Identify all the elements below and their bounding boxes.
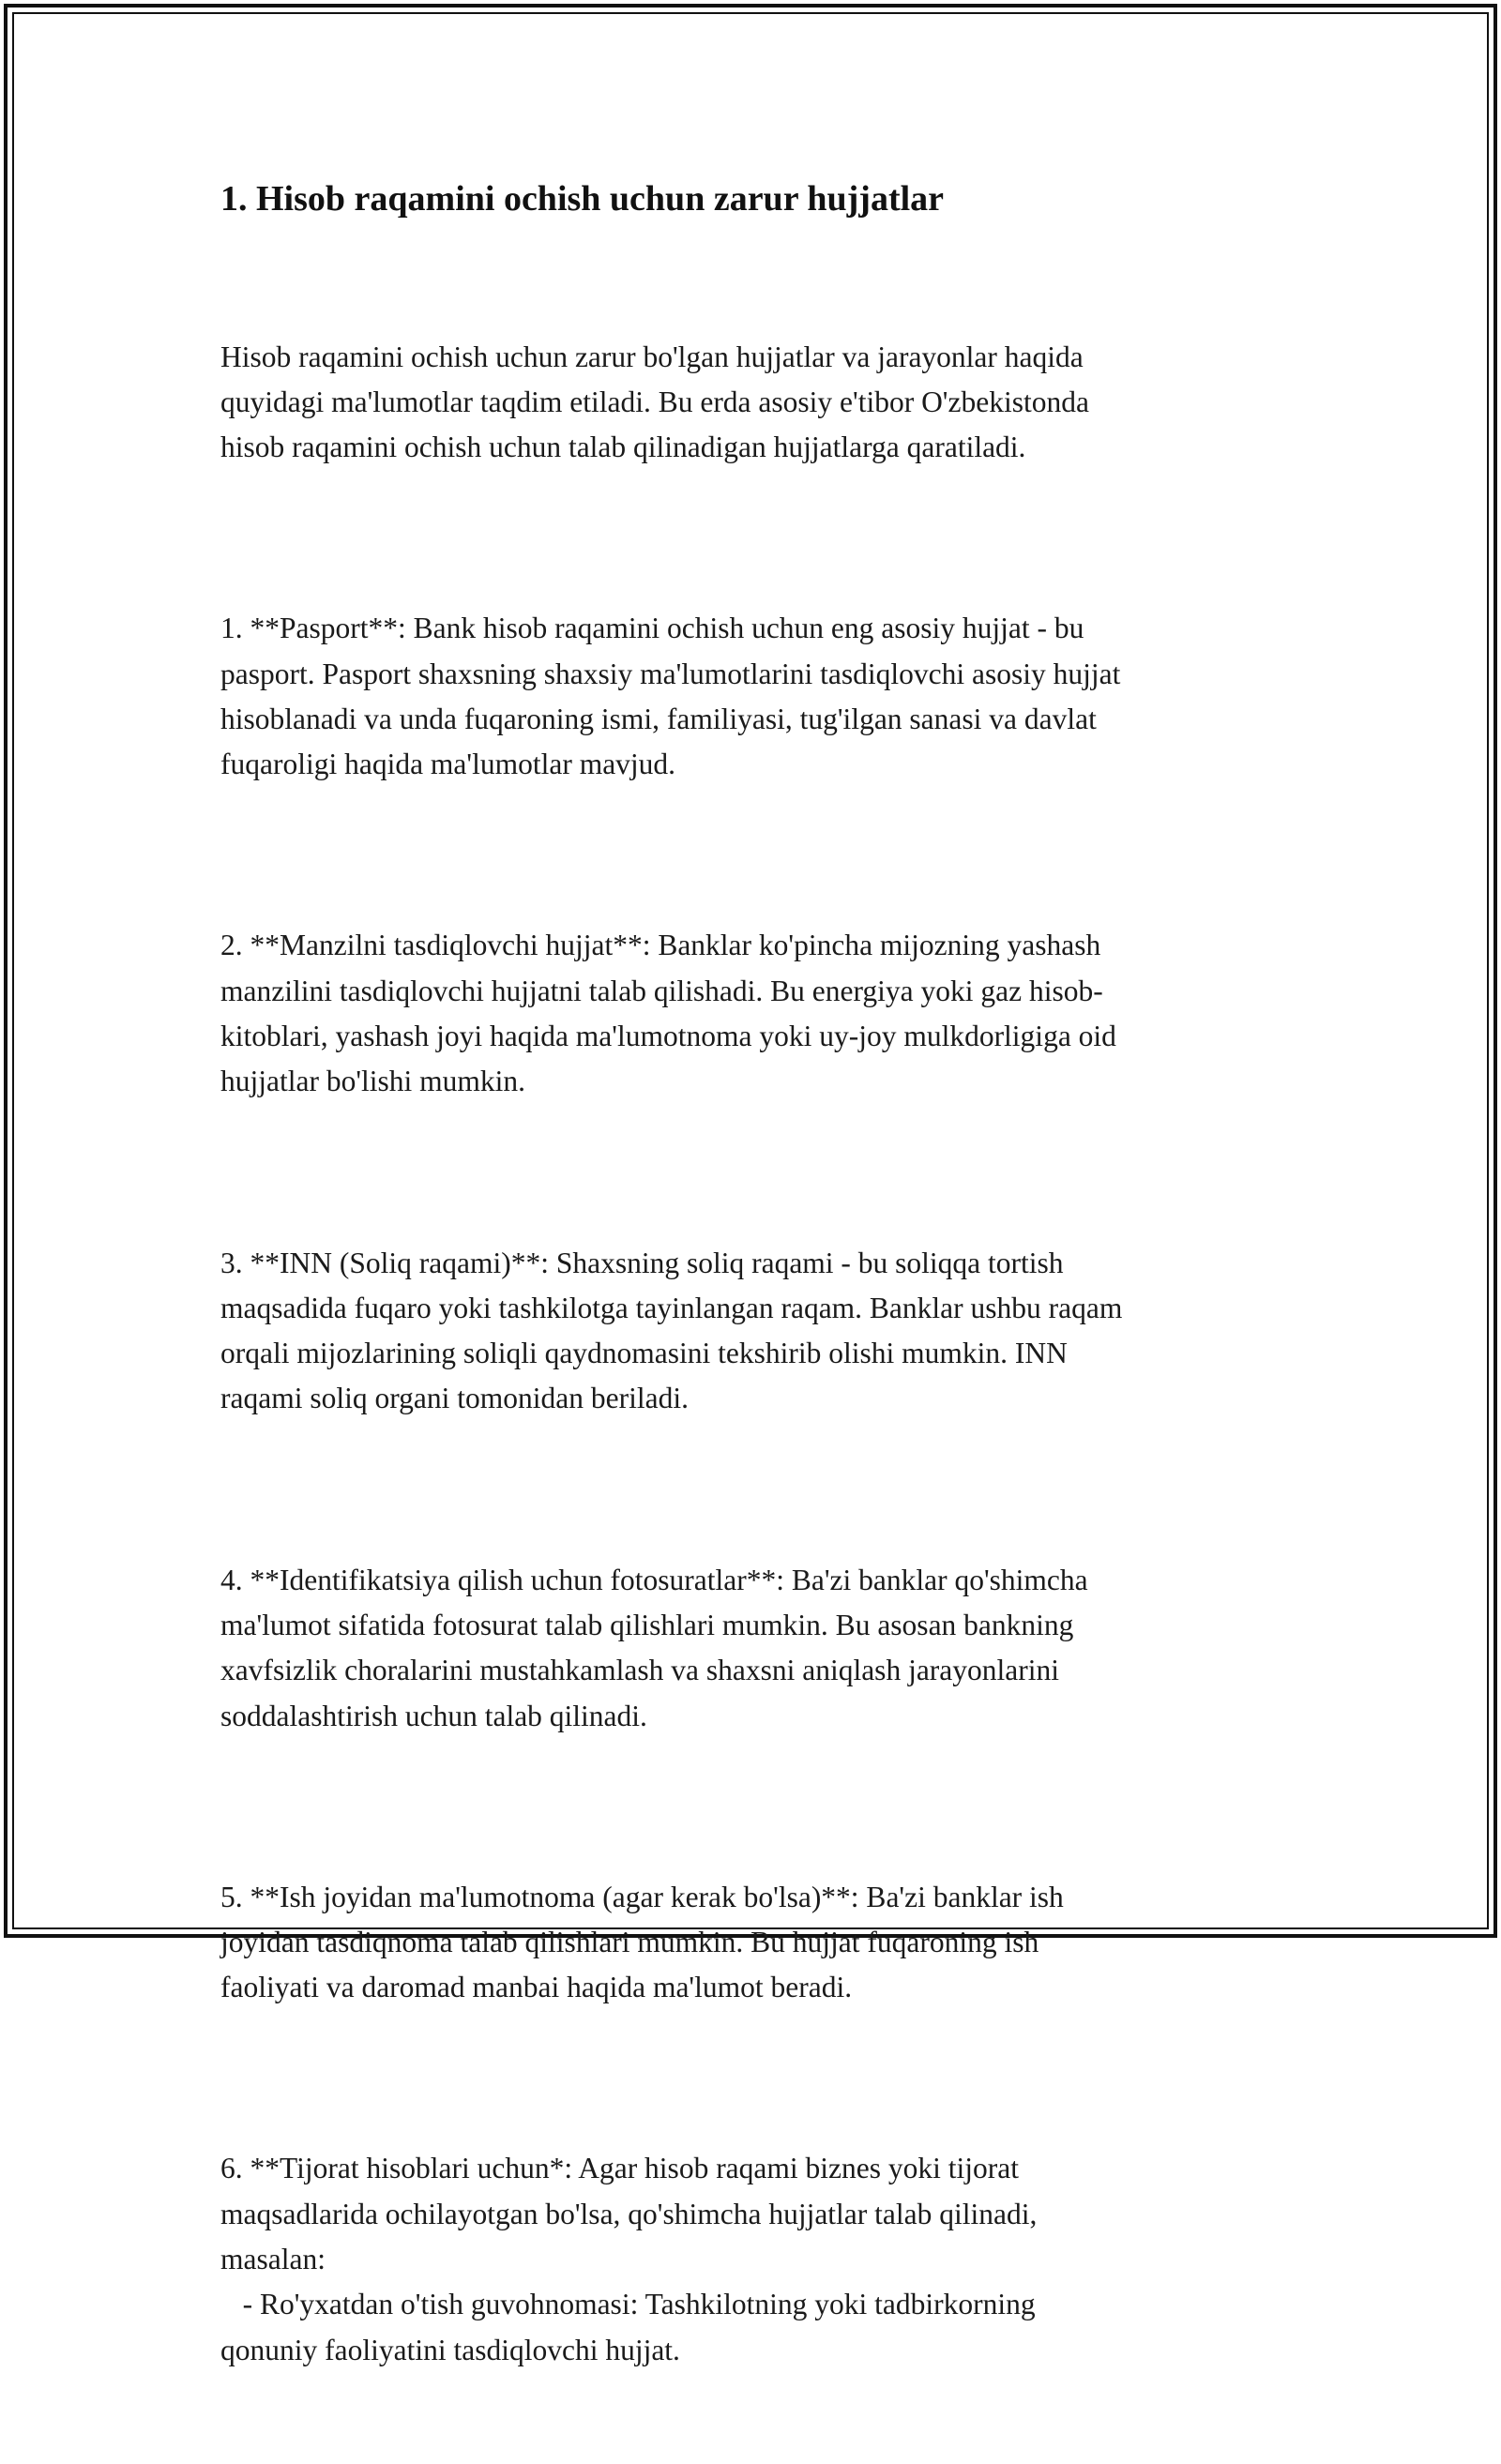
document-body [220, 244, 1281, 2464]
document-page [220, 174, 1281, 2464]
list-item-photos: 4. **Identifikatsiya qilish uchun fotosuratlar**: Ba'zi banklar qo'shimcha ma'lumot sifatida fotosurat talab qilishlari mumkin. Bu asosan bankning xavfsizlik choralarini mustahkamlash va shaxsni aniqlash jarayonlarini soddalashtirish uchun talab qilinadi. [220, 1563, 1088, 1732]
list-item-inn: 3. **INN (Soliq raqami)**: Shaxsning soliq raqami - bu soliqqa tortish maqsadida fuqaro yoki tashkilotga tayinlangan raqam. Banklar ushbu raqam orqali mijozlarining soliqli qaydnomasini tekshirib olishi mumkin. INN raqami soliq organi tomonidan beriladi. [220, 1246, 1123, 1415]
list-item-passport: 1. **Pasport**: Bank hisob raqamini ochish uchun eng asosiy hujjat - bu pasport. Pasport shaxsning shaxsiy ma'lumotlarini tasdiqlovchi asosiy hujjat hisoblanadi va unda fuqaroning ismi, familiyasi, tug'ilgan sanasi va davlat fuqaroligi haqida ma'lumotlar mavjud. [220, 612, 1121, 781]
document-title: 1. Hisob raqamini ochish uchun zarur hujjatlar [220, 179, 945, 219]
list-item-employment-letter: 5. **Ish joyidan ma'lumotnoma (agar kerak bo'lsa)**: Ba'zi banklar ish joyidan tasdiqnoma talab qilishlari mumkin. Bu hujjat fuqaroning ish faoliyati va daromad manbai haqida ma'lumot beradi. [220, 1880, 1064, 2004]
intro-paragraph: Hisob raqamini ochish uchun zarur bo'lgan hujjatlar va jarayonlar haqida quyidagi ma'lumotlar taqdim etiladi. Bu erda asosiy e'tibor O'zbekistonda hisob raqamini ochish uchun talab qilinadigan hujjatlarga qaratiladi. [220, 340, 1089, 464]
list-item-commercial-accounts: 6. **Tijorat hisoblari uchun*: Agar hisob raqami biznes yoki tijorat maqsadlarida ochilayotgan bo'lsa, qo'shimcha hujjatlar talab qilinadi, masalan: - Ro'yxatdan o'tish guvohnomasi: Tashkilotning yoki tadbirkorning qonuniy faoliyatini tasdiqlovchi hujjat. [220, 2152, 1038, 2366]
list-item-address-proof: 2. **Manzilni tasdiqlovchi hujjat**: Banklar ko'pincha mijozning yashash manzilini tasdiqlovchi hujjatni talab qilishadi. Bu energiya yoki gaz hisob- kitoblari, yashash joyi haqida ma'lumotnoma yoki uy-joy mulkdorligiga oid hujjatlar bo'lishi mumkin. [220, 929, 1116, 1098]
